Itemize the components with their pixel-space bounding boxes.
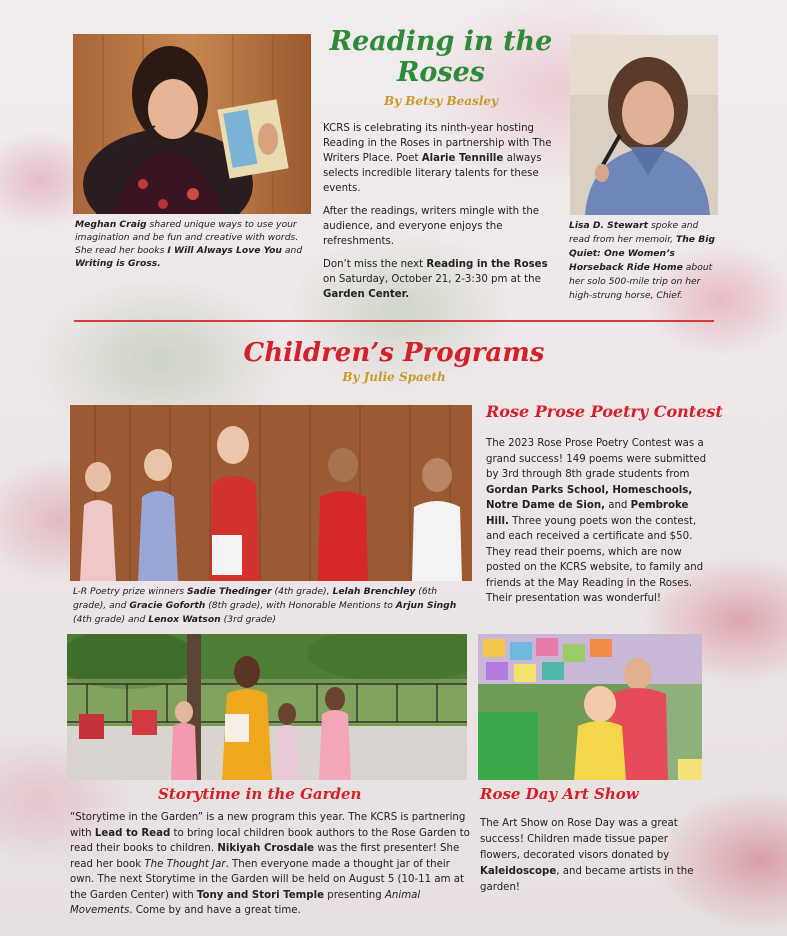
- storytime-body: “Storytime in the Garden” is a new program this year. The KCRS is partnering with Lead to Read to bring local children book authors to the Rose Garden to read their books to children. Nikiyah Crosdale was the first presenter! She read her book The Thought Jar. Then everyone made a thought jar of their own. The next Storytime in the Garden will be held on August 5 (10-11 am at the Garden Center) with Tony and Stori Temple presenting Animal Movements. Come by and have a great time.: [70, 812, 470, 916]
- photo-poetry-winners: [70, 405, 472, 581]
- poetry-body: The 2023 Rose Prose Poetry Contest was a grand success! 149 poems were submitted by 3rd through 8th grade students from Gordan Parks School, Homeschools, Notre Dame de Sion, and Pembroke Hill. Three young poets won the contest, and each received a certificate and $50. They read their poems, which are now posted on the KCRS website, to family and friends at the May Reading in the Roses. Their presentation was wonderful!: [486, 438, 707, 604]
- storytime-title: Storytime in the Garden: [158, 785, 362, 803]
- artshow-body: The Art Show on Rose Day was a great success! Children made tissue paper flowers, decorated visors donated by Kaleidoscope, and became artists in the garden!: [480, 818, 694, 893]
- photo-meghan-craig: [73, 34, 311, 214]
- children-title: Children’s Programs: [243, 338, 545, 368]
- reading-paragraph-3: Don’t miss the next Reading in the Roses on Saturday, October 21, 2-3:30 pm at the Garden Center.: [323, 259, 548, 300]
- reading-title-line1: Reading in the: [329, 26, 553, 57]
- reading-body: [323, 121, 563, 310]
- reading-paragraph-1: KCRS is celebrating its ninth-year hosting Reading in the Roses in partnership with The Writers Place. Poet Alarie Tennille always selects incredible literary talents for these events.: [323, 123, 552, 194]
- reading-title: [318, 26, 564, 88]
- section-divider: [74, 320, 714, 322]
- reading-byline: By Betsy Beasley: [384, 94, 498, 109]
- caption-poetry-winners: L-R Poetry prize winners Sadie Thedinger (4th grade), Lelah Brenchley (6th grade), and Gracie Goforth (8th grade), with Honorable Mentions to Arjun Singh (4th grade) and Lenox Watson (3rd grade): [73, 586, 457, 625]
- children-title-block: [200, 338, 588, 384]
- artshow-title: Rose Day Art Show: [480, 785, 639, 803]
- caption-meghan-craig: Meghan Craig shared unique ways to use your imagination and be fun and creative with words. She read her books I Will Always Love You and Writing is Gross.: [75, 219, 303, 269]
- reading-title-line2: Roses: [396, 57, 486, 89]
- reading-paragraph-2: After the readings, writers mingle with the audience, and everyone enjoys the refreshments.: [323, 206, 540, 247]
- children-byline: By Julie Spaeth: [342, 370, 446, 384]
- caption-lisa-stewart: Lisa D. Stewart spoke and read from her memoir, The Big Quiet: One Women’s Horseback Ride Home about her solo 500-mile trip on her high-strung horse, Chief.: [569, 220, 715, 301]
- photo-lisa-stewart: [570, 35, 718, 215]
- poetry-title: Rose Prose Poetry Contest: [486, 402, 723, 421]
- reading-title-block: [318, 26, 564, 108]
- photo-storytime: [67, 634, 467, 780]
- photo-art-show: [478, 634, 702, 780]
